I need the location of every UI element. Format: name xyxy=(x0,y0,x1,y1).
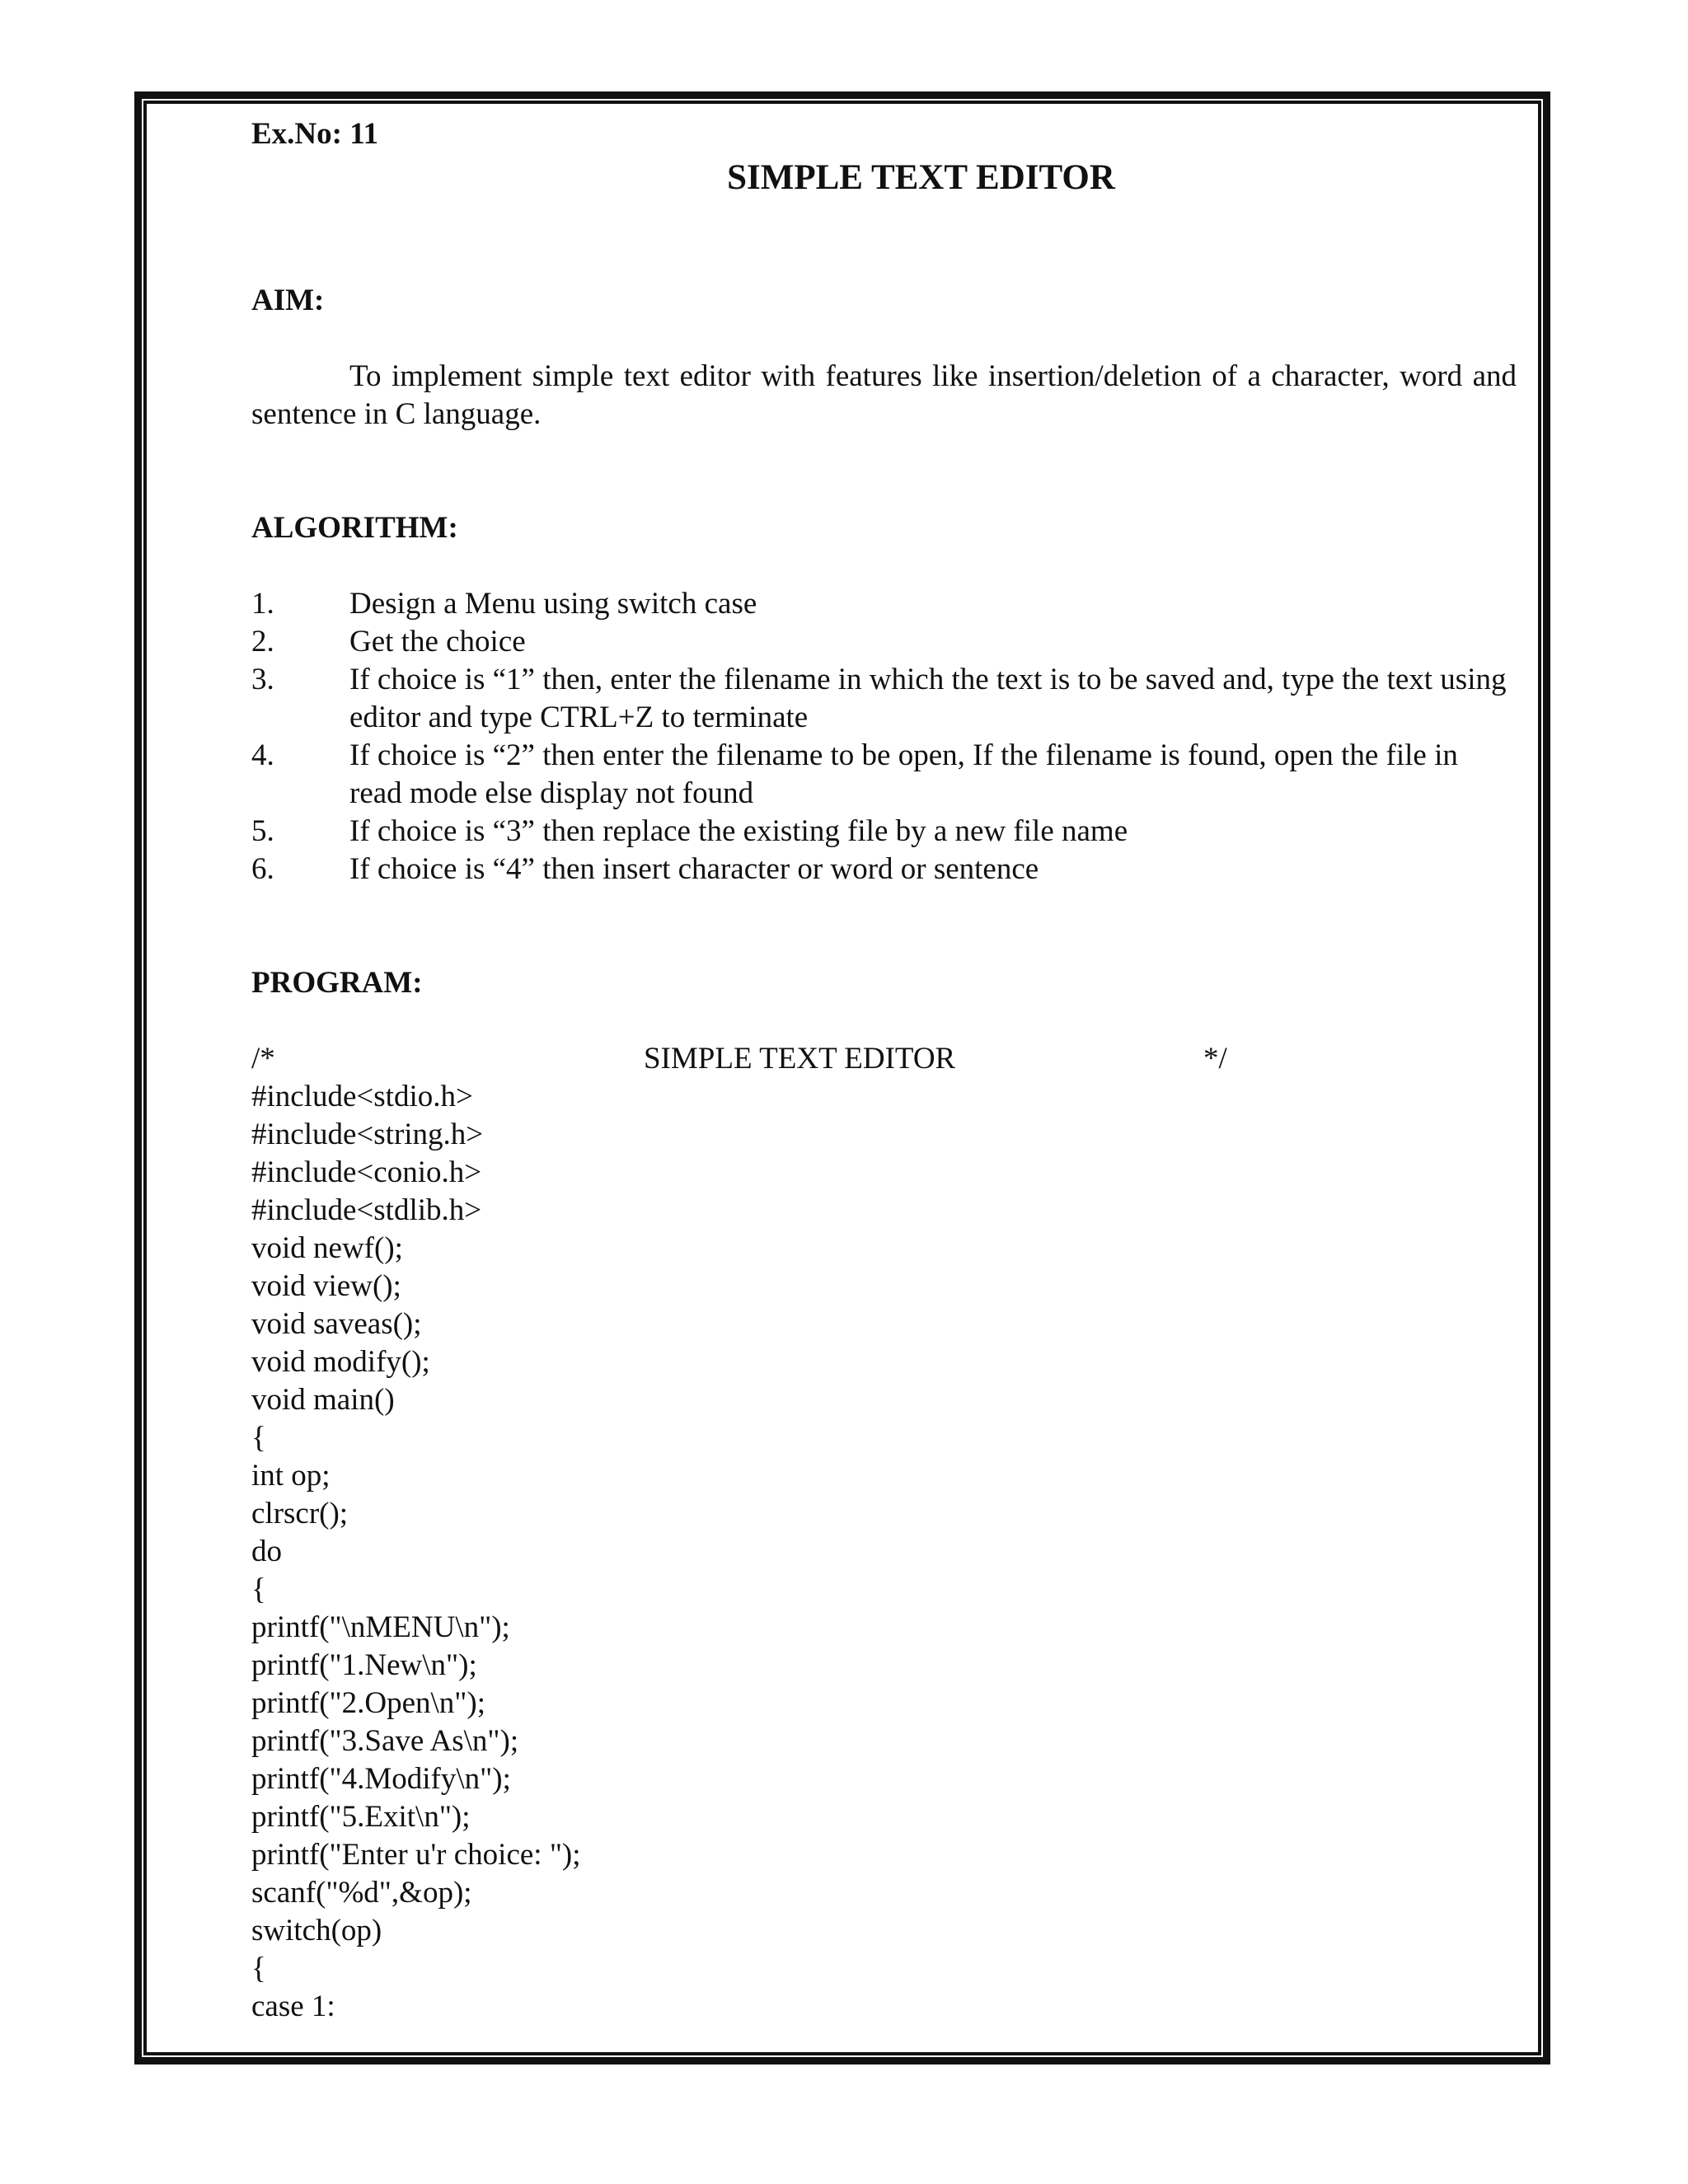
code-line: void main() xyxy=(251,1383,395,1417)
aim-heading: AIM: xyxy=(251,284,325,317)
code-line: void view(); xyxy=(251,1269,401,1303)
aim-text: To implement simple text editor with features like insertion/deletion of a character, word and sentence in C language. xyxy=(251,359,1517,431)
code-line: clrscr(); xyxy=(251,1497,349,1530)
code-line: do xyxy=(251,1535,282,1568)
code-line: { xyxy=(251,1421,266,1455)
algorithm-heading: ALGORITHM: xyxy=(251,511,458,545)
code-line: printf("5.Exit\n"); xyxy=(251,1800,471,1834)
step-text: If choice is “3” then replace the existing file by a new file name xyxy=(349,814,1128,848)
program-heading: PROGRAM: xyxy=(251,966,423,1000)
algorithm-step xyxy=(251,661,1517,737)
code-line: #include<stdlib.h> xyxy=(251,1193,482,1227)
algorithm-step xyxy=(251,851,1517,888)
algorithm-step xyxy=(251,585,1517,623)
code-header-comment xyxy=(251,1040,1517,1078)
document-page xyxy=(251,114,1517,2026)
code-line: void saveas(); xyxy=(251,1307,422,1341)
comment-open: /* xyxy=(251,1042,275,1076)
step-text: Get the choice xyxy=(349,625,526,658)
algorithm-step xyxy=(251,623,1517,661)
code-line: case 1: xyxy=(251,1990,335,2023)
code-line: #include<conio.h> xyxy=(251,1155,482,1189)
code-line: #include<stdio.h> xyxy=(251,1080,473,1113)
code-line: printf("Enter u'r choice: "); xyxy=(251,1838,581,1872)
algorithm-steps xyxy=(251,585,1517,888)
step-number: 4. xyxy=(251,738,274,772)
code-line: printf("1.New\n"); xyxy=(251,1648,477,1682)
code-line: { xyxy=(251,1952,266,1985)
code-line: void modify(); xyxy=(251,1345,430,1379)
step-number: 5. xyxy=(251,814,274,848)
code-line: { xyxy=(251,1572,266,1606)
step-number: 1. xyxy=(251,587,274,621)
step-text: Design a Menu using switch case xyxy=(349,587,757,621)
step-text: If choice is “4” then insert character or word or sentence xyxy=(349,852,1039,886)
comment-text: SIMPLE TEXT EDITOR xyxy=(644,1042,956,1076)
exercise-number: Ex.No: 11 xyxy=(251,117,379,151)
code-line: printf("3.Save As\n"); xyxy=(251,1724,519,1758)
code-line: switch(op) xyxy=(251,1914,382,1947)
code-line: printf("4.Modify\n"); xyxy=(251,1762,511,1796)
code-line: scanf("%d",&op); xyxy=(251,1876,472,1910)
code-line: printf("2.Open\n"); xyxy=(251,1686,486,1720)
algorithm-step xyxy=(251,737,1517,813)
step-text: If choice is “2” then enter the filename to be open, If the filename is found, open the file in read mode else display not found xyxy=(349,738,1458,810)
step-text: If choice is “1” then, enter the filename in which the text is to be saved and, type the text using editor and type CTRL+Z to terminate xyxy=(349,663,1507,734)
code-line: #include<string.h> xyxy=(251,1118,484,1151)
step-number: 2. xyxy=(251,625,274,658)
step-number: 3. xyxy=(251,663,274,696)
code-block xyxy=(251,1078,1517,2026)
page-title: SIMPLE TEXT EDITOR xyxy=(727,158,1115,197)
step-number: 6. xyxy=(251,852,274,886)
code-line: void newf(); xyxy=(251,1231,403,1265)
code-line: printf("\nMENU\n"); xyxy=(251,1610,510,1644)
comment-close: */ xyxy=(1203,1042,1227,1076)
algorithm-step xyxy=(251,813,1517,851)
code-line: int op; xyxy=(251,1459,331,1493)
